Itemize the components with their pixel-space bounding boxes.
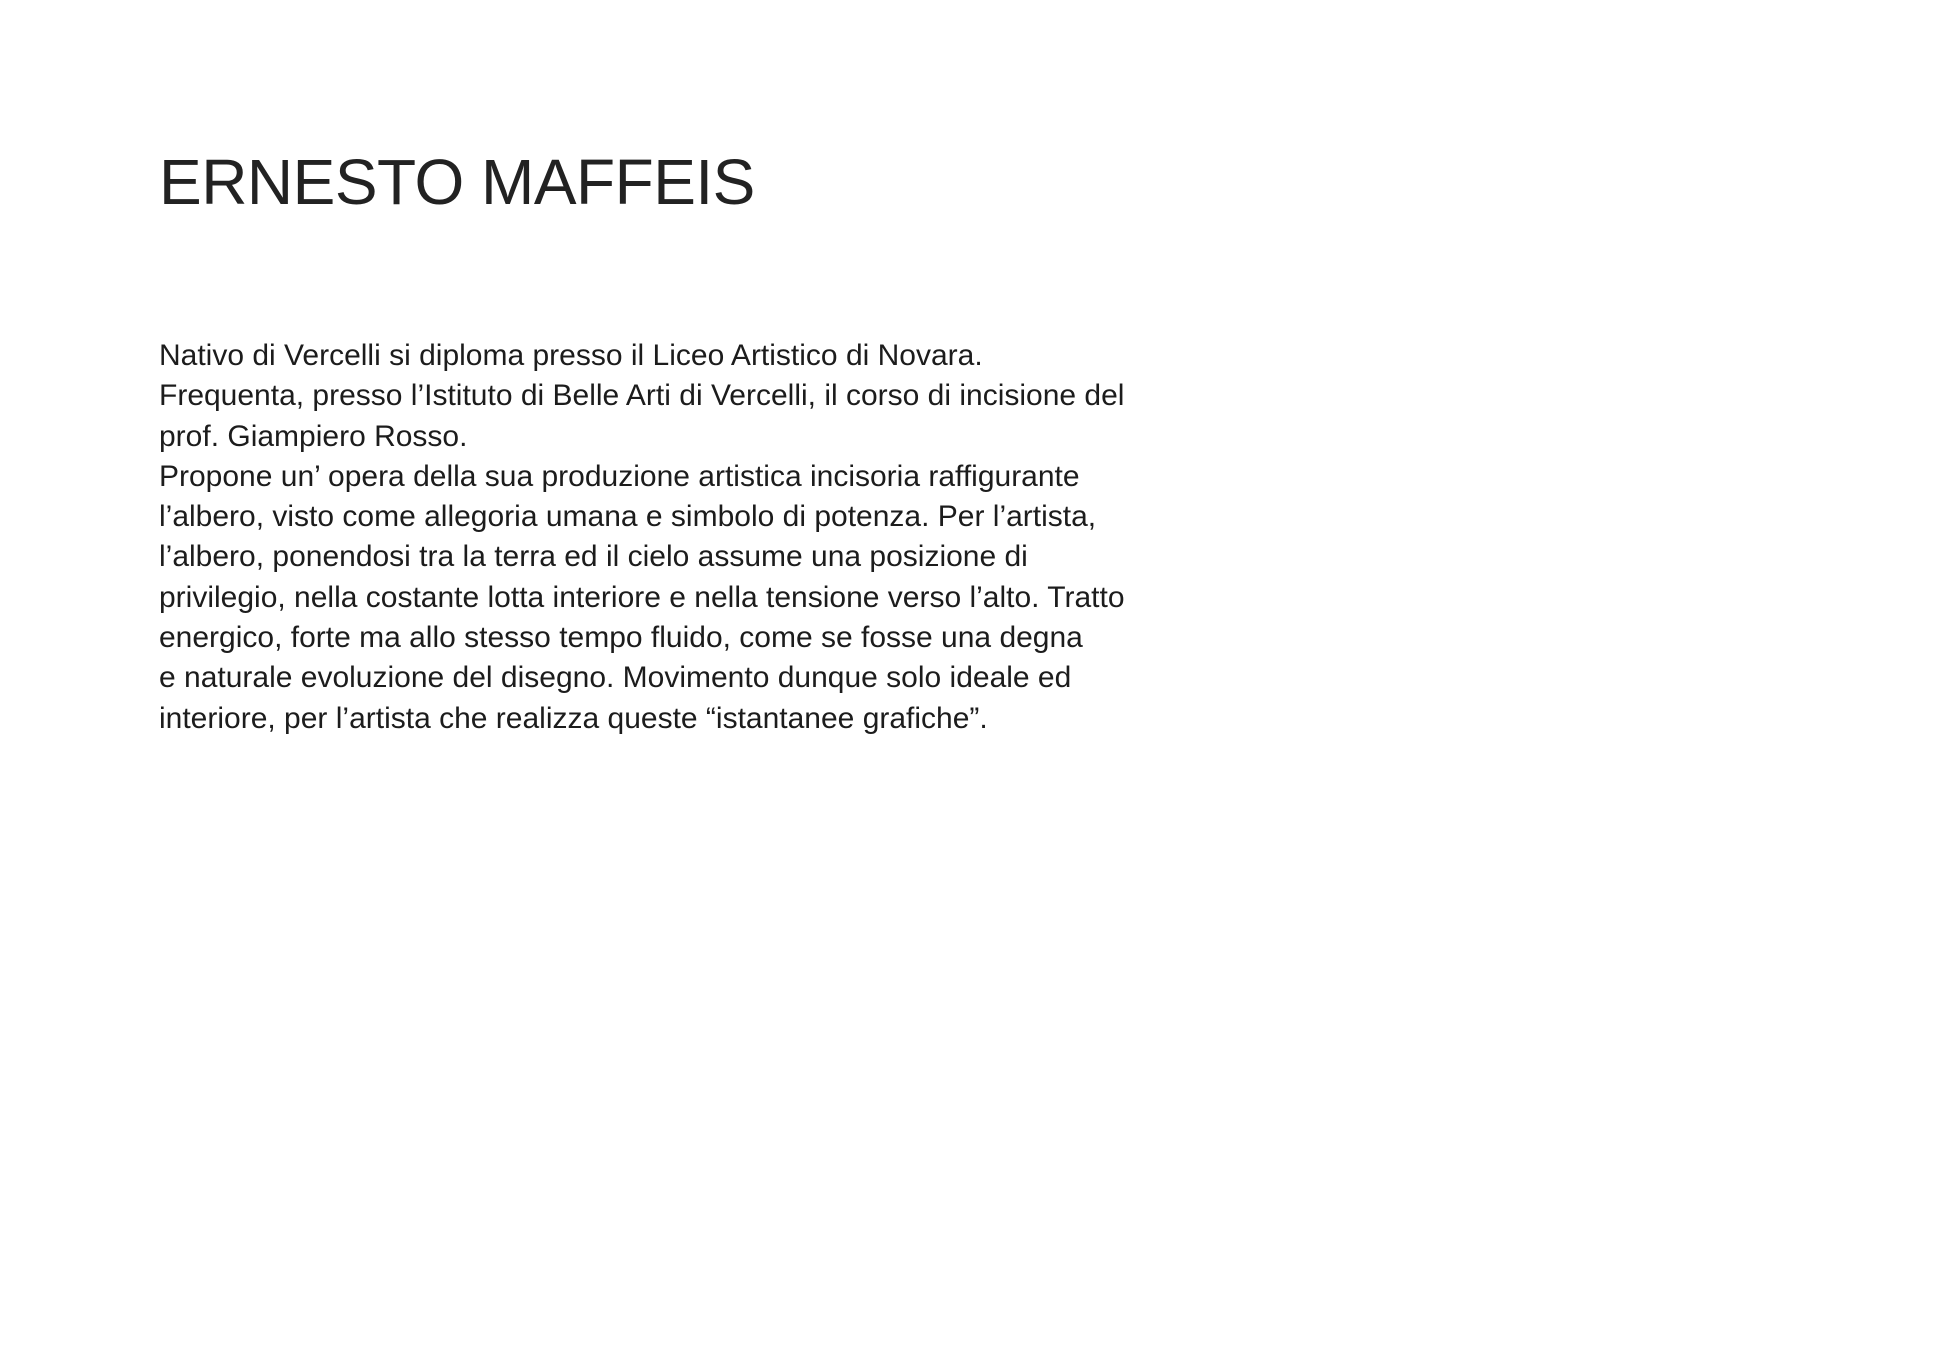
text-line: energico, forte ma allo stesso tempo fluido, come se fosse una degna [159, 621, 1083, 655]
page-title: ERNESTO MAFFEIS [159, 146, 755, 218]
text-line: l’albero, ponendosi tra la terra ed il cielo assume una posizione di [159, 540, 1028, 574]
text-line: prof. Giampiero Rosso. [159, 419, 468, 453]
text-line: privilegio, nella costante lotta interiore e nella tensione verso l’alto. Tratto [159, 580, 1125, 614]
text-line: Frequenta, presso l’Istituto di Belle Arti di Vercelli, il corso di incisione del [159, 379, 1125, 413]
biography-text [159, 336, 1359, 739]
text-line: Propone un’ opera della sua produzione artistica incisoria raffigurante [159, 459, 1080, 493]
text-line: interiore, per l’artista che realizza queste “istantanee grafiche”. [159, 701, 988, 735]
text-line: l’albero, visto come allegoria umana e simbolo di potenza. Per l’artista, [159, 500, 1097, 534]
text-line: e naturale evoluzione del disegno. Movimento dunque solo ideale ed [159, 661, 1072, 695]
text-line: Nativo di Vercelli si diploma presso il Liceo Artistico di Novara. [159, 339, 983, 372]
